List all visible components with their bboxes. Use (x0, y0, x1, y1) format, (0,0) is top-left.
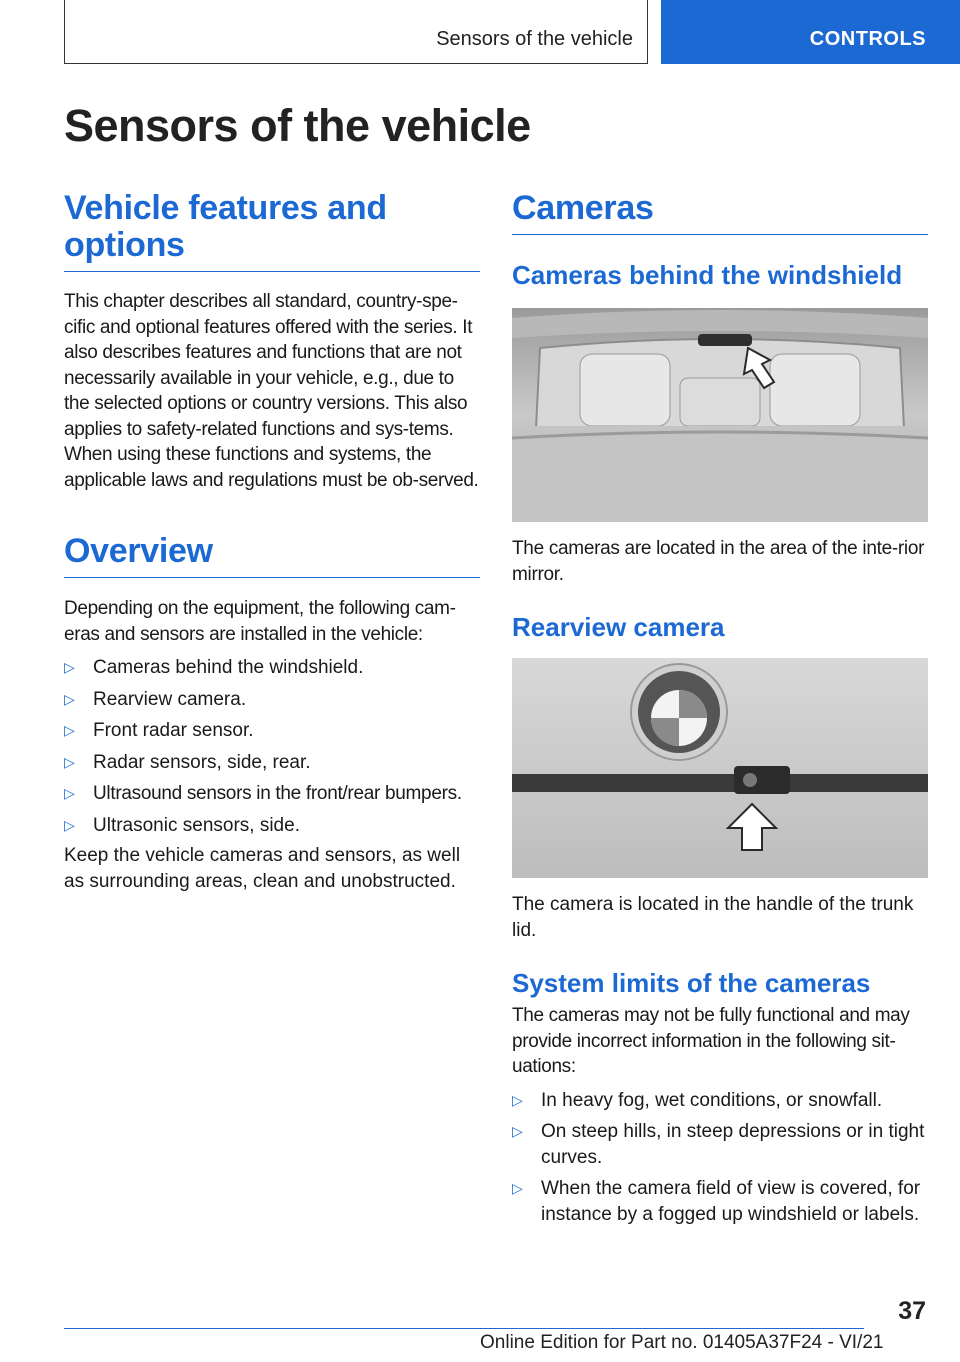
triangle-right-icon: ▷ (512, 1091, 523, 1108)
triangle-right-icon: ▷ (64, 753, 75, 770)
center-seat (680, 378, 760, 426)
left-seat (580, 354, 670, 426)
triangle-right-icon: ▷ (512, 1123, 523, 1139)
rearview-camera-heading: Rearview camera (512, 612, 725, 642)
list-item: ▷ On steep hills, in steep depressions or in tight curves. (512, 1121, 925, 1168)
rearview-camera-illustration (512, 658, 928, 878)
list-item: ▷ In heavy fog, wet conditions, or snowfall. (512, 1088, 928, 1114)
list-item: ▷ When the camera field of view is covered, for instance by a fogged up windshield or labels. (512, 1178, 921, 1225)
system-limits-heading: System limits of the cameras (512, 968, 871, 998)
header-section-box (64, 0, 648, 64)
sensor-list (64, 655, 480, 838)
edition-text: Online Edition for Part no. 01405A37F24 - VI/21 (480, 1332, 884, 1353)
windshield-caption: The cameras are located in the area of the inte-rior mirror. (512, 538, 925, 585)
triangle-right-icon: ▷ (64, 690, 75, 707)
trunk-handle-bar (512, 774, 928, 792)
header-section-title: Sensors of the vehicle (436, 28, 633, 50)
triangle-right-icon: ▷ (64, 722, 75, 738)
windshield-cameras-heading: Cameras behind the windshield (512, 260, 903, 290)
list-item: ▷ Cameras behind the windshield. (64, 655, 480, 681)
rearview-caption: The camera is located in the handle of the trunk lid. (512, 894, 914, 941)
triangle-right-icon: ▷ (64, 816, 75, 833)
footer-divider (64, 1328, 864, 1329)
triangle-right-icon: ▷ (64, 659, 75, 675)
windshield-camera-illustration (512, 308, 928, 522)
list-item: ▷ Front radar sensor. (64, 718, 480, 744)
list-item: ▷ Ultrasonic sensors, side. (64, 813, 480, 839)
features-text: This chapter describes all standard, country-spe-cific and optional features offered with the series. It also describes features and functions that are not necessarily available in your vehicle, e.g., due to the selected options or country versions. This also applies to safety-related functions and sys-tems. When using these functions and systems, the applicable laws and regulations must be ob-served. (64, 291, 479, 491)
triangle-right-icon: ▷ (512, 1180, 523, 1196)
list-item: ▷ Radar sensors, side, rear. (64, 750, 480, 776)
page-title: Sensors of the vehicle (64, 100, 531, 151)
features-heading: Vehicle features and options (64, 190, 480, 272)
system-limits-list (512, 1088, 928, 1228)
camera-housing (734, 766, 790, 794)
overview-intro: Depending on the equipment, the following cam-eras and sensors are installed in the vehicle: (64, 598, 456, 645)
overview-heading: Overview (64, 533, 480, 578)
dashboard (512, 426, 928, 522)
header-chapter-label: CONTROLS (809, 28, 926, 50)
header-chapter-tab[interactable] (661, 0, 960, 64)
list-item: ▷ Ultrasound sensors in the front/rear bumpers. (64, 781, 480, 807)
list-item: ▷ Rearview camera. (64, 687, 480, 713)
keep-clean-note: Keep the vehicle cameras and sensors, as well as surrounding areas, clean and unobstructed. (64, 845, 461, 892)
triangle-right-icon: ▷ (64, 785, 75, 801)
left-column (64, 190, 480, 894)
system-limits-intro: The cameras may not be fully functional and may provide incorrect information in the following sit-uations: (512, 1005, 910, 1077)
right-column (512, 190, 928, 1233)
mirror-camera-housing (698, 334, 752, 346)
camera-lens (743, 773, 757, 787)
cameras-heading: Cameras (512, 190, 928, 235)
right-seat (770, 354, 860, 426)
page-number: 37 (898, 1297, 926, 1325)
